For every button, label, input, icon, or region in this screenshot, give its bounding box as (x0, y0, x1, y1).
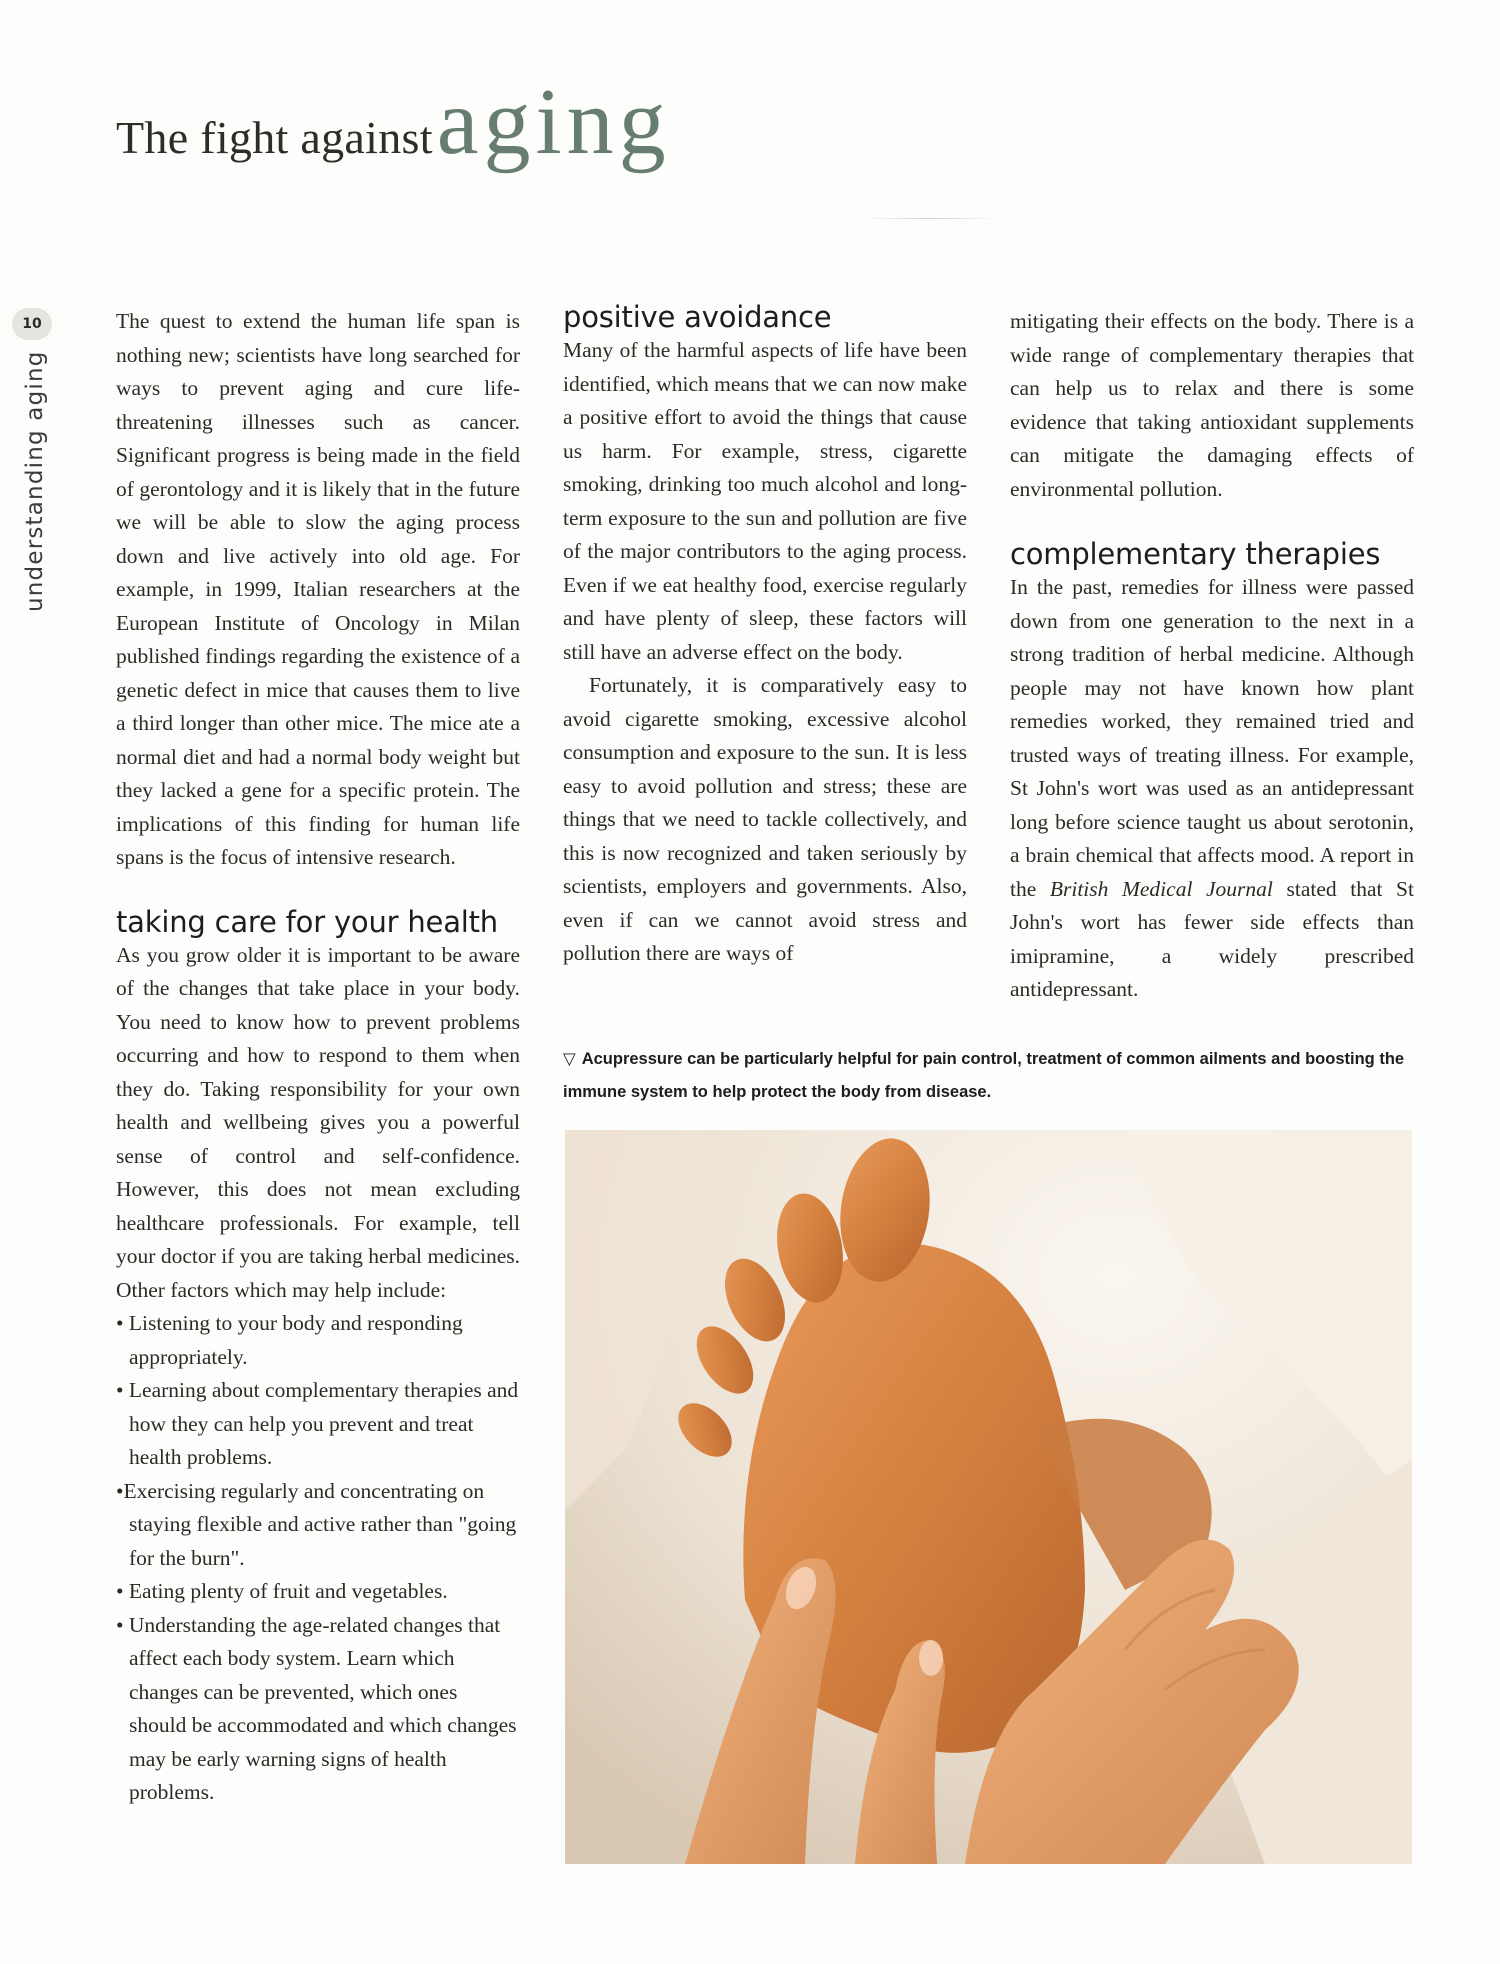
continuation-paragraph: mitigating their effects on the body. There is a wide range of complementary therapies that can help us to relax and there is some evidence that taking antioxidant supplements can mitigate the damaging effects of environmental pollution. (1010, 309, 1414, 501)
caption-text: Acupressure can be particularly helpful for pain control, treatment of common ailments and boosting the immune system to help protect the body from disease. (563, 1050, 1405, 1101)
tips-list (116, 1307, 520, 1810)
acupressure-photo (565, 1130, 1412, 1864)
bullet-marker: • (116, 1478, 124, 1503)
list-item-text: Learning about complementary therapies and how they can help you prevent and treat health problems. (128, 1378, 519, 1469)
avoidance-paragraph-2: Fortunately, it is comparatively easy to avoid cigarette smoking, excessive alcohol consumption and exposure to the sun. It is less easy to avoid pollution and stress; these are things that we need to tackle collectively, and this is now recognized and taken seriously by scientists, employers and governments. Also, even if can we cannot avoid stress and pollution there are ways of (563, 673, 967, 965)
heading-complementary-therapies: complementary therapies (1010, 537, 1381, 571)
therapies-paragraph (1010, 571, 1414, 1007)
list-item-text: Exercising regularly and concentrating on staying flexible and active rather than "going for the burn". (123, 1478, 517, 1570)
heading-taking-care: taking care for your health (116, 904, 498, 939)
column-1 (116, 305, 520, 1810)
bullet-marker: • (116, 1579, 124, 1603)
foot-massage-illustration (565, 1130, 1412, 1864)
list-item-text: Eating plenty of fruit and vegetables. (128, 1579, 448, 1603)
list-item (116, 1609, 520, 1810)
list-item (116, 1374, 520, 1475)
therapies-text-2: stated that St John's wort has fewer side effects than imipramine, a widely prescribed antidepressant. (1010, 876, 1414, 1001)
heading-positive-avoidance: positive avoidance (563, 300, 832, 334)
bullet-marker: • (116, 1612, 124, 1637)
list-item (116, 1475, 520, 1576)
title-emphasis: aging (436, 70, 671, 174)
taking-care-paragraph: As you grow older it is important to be aware of the changes that take place in your body. You need to know how to prevent problems occurring and how to respond to them when they do. Taking responsibility for your own health and wellbeing gives you a powerful sense of control and self-confidence. However, this does not mean excluding healthcare professionals. For example, tell your doctor if you are taking herbal medicines. Other factors which may help include: (116, 942, 520, 1302)
bullet-marker: • (116, 1311, 124, 1335)
intro-paragraph: The quest to extend the human life span is nothing new; scientists have long searched for ways to prevent aging and cure life-threatening illnesses such as cancer. Significant progress is being made in the field of gerontology and it is likely that in the future we will be able to slow the aging process down and live actively into old age. For example, in 1999, Italian researchers at the European Institute of Oncology in Milan published findings regarding the existence of a genetic defect in mice that causes them to live a third longer than other mice. The mice ate a normal diet and had a normal body weight but they lacked a gene for a specific protein. The implications of this finding for human life spans is the focus of intensive research. (116, 309, 520, 869)
list-item-text: Listening to your body and responding appropriately. (128, 1311, 463, 1369)
therapies-text-1: In the past, remedies for illness were passed down from one generation to the next in a strong tradition of herbal medicine. Although people may not have known how plant remedies worked, they remained tried and trusted ways of treating illness. For example, St John's wort was used as an antidepressant long before science taught us about serotonin, a brain chemical that affects mood. A report in the (1010, 575, 1414, 901)
decorative-rule (860, 218, 1000, 219)
list-item (116, 1575, 520, 1609)
list-item (116, 1307, 520, 1374)
page-number: 10 (12, 308, 52, 340)
title-prefix: The fight against (116, 112, 433, 163)
avoidance-paragraph-1: Many of the harmful aspects of life have been identified, which means that we can now make a positive effort to avoid the things that cause us harm. For example, stress, cigarette smoking, drinking too much alcohol and long-term exposure to the sun and pollution are five of the major contributors to the aging process. Even if we eat healthy food, exercise regularly and have plenty of sleep, these factors will still have an adverse effect on the body. (563, 338, 967, 664)
photo-caption (563, 1043, 1413, 1109)
caption-triangle-icon: ▽ (563, 1050, 576, 1068)
list-item-text: Understanding the age-related changes that affect each body system. Learn which changes can be prevented, which ones should be accommodated and which changes may be early warning signs of health problems. (128, 1612, 517, 1804)
journal-title: British Medical Journal (1049, 876, 1273, 901)
bullet-marker: • (116, 1378, 124, 1402)
section-tab: understanding aging (22, 350, 48, 612)
page-title (116, 68, 671, 176)
column-3 (1010, 305, 1414, 1007)
column-2 (563, 300, 967, 971)
